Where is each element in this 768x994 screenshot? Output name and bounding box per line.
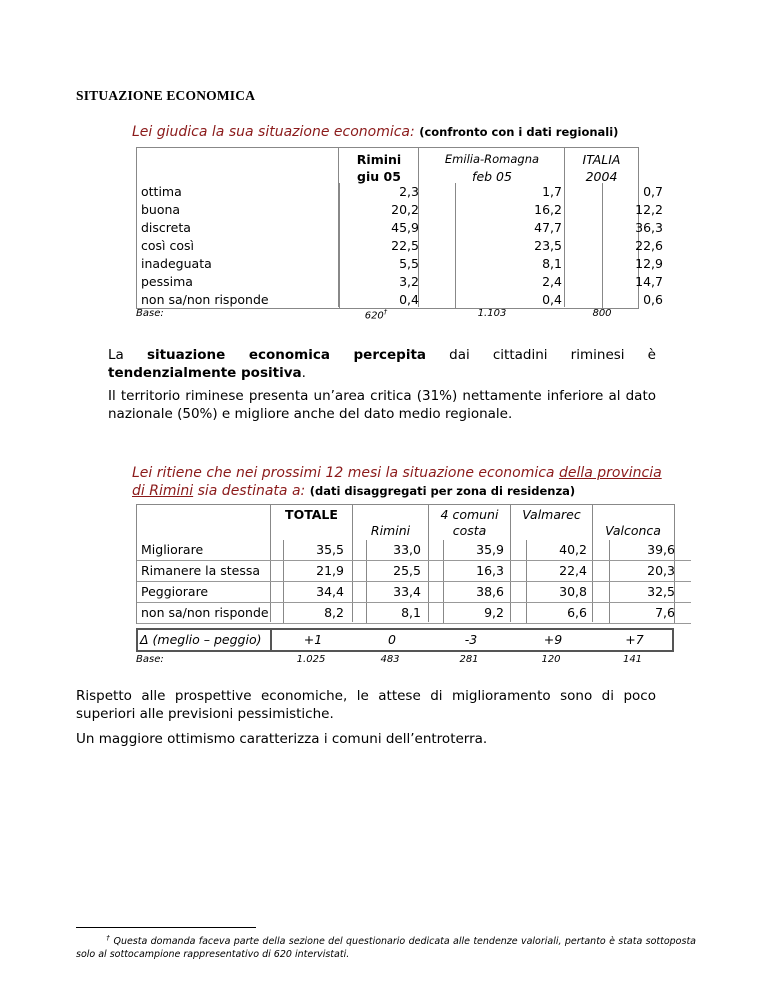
row-value: 16,3 [444,561,527,582]
row-value: 35,9 [444,540,527,561]
value-rimini: 22,5 [340,237,456,255]
table-1-col-header-emilia: Emilia-Romagna feb 05 [444,152,540,184]
row-label: Migliorare [137,540,284,561]
row-value: 39,6 [610,540,692,561]
value-rimini: 0,4 [340,291,456,309]
table-row [137,219,699,237]
value-italia: 12,9 [635,256,663,271]
table-1-base-label: Base: [136,308,164,319]
table-1 [137,183,699,309]
row-label: buona [137,201,340,219]
table-row [137,540,691,561]
row-label: Rimanere la stessa [137,561,284,582]
table-row [137,603,691,624]
table-row [137,237,699,255]
row-label: non sa/non risponde [137,291,340,309]
row-value: 9,2 [444,603,527,624]
value-emilia: 8,1 [456,255,603,273]
delta-value: +1 [303,632,323,647]
base-value: 281 [459,654,479,665]
table-2-col-header-totale: TOTALE [285,507,338,522]
table-1-col-header-rimini: Rimini giu 05 [356,152,402,184]
row-label: non sa/non risponde [137,603,284,624]
row-label: così così [137,237,340,255]
delta-value: -3 [464,632,478,647]
row-label: ottima [137,183,340,201]
footnote: † Questa domanda faceva parte della sezione del questionario dedicata alle tendenze valoriali, pertanto è stata sottoposta solo al sottocampione rappresentativo di 620 intervistati. [76,934,696,961]
delta-row [136,628,674,652]
table-row [137,561,691,582]
row-label: discreta [137,219,340,237]
table-2-col-header-valmarec: Valmarec [522,507,581,522]
table-2-base-label: Base: [136,654,164,665]
table-2-col-header-valconca: Valconca [605,523,661,538]
table-row [137,291,699,309]
question-1-text: Lei giudica la sua situazione economica: [132,124,415,140]
base-value: 141 [622,654,643,665]
row-value: 6,6 [527,603,610,624]
value-italia: 0,6 [643,292,663,307]
value-rimini: 5,5 [340,255,456,273]
table-1-base-italia: 800 [592,308,612,319]
section-title: SITUAZIONE ECONOMICA [76,88,256,103]
paragraph-3: Rispetto alle prospettive economiche, le attese di miglioramento sono di poco superiori alle previsioni pessimistiche. [76,688,656,722]
row-value: 30,8 [527,582,610,603]
table-1-col-header-italia: ITALIA 2004 [582,152,621,184]
table-row [137,183,699,201]
paragraph-2: Il territorio riminese presenta un’area critica (31%) nettamente inferiore al dato nazionale (50%) e migliore anche del dato medio regionale. [108,388,656,422]
question-1 [132,124,618,140]
delta-value: +9 [543,632,563,647]
value-italia: 12,2 [635,202,663,217]
table-1-base-emilia: 1.103 [477,308,507,319]
value-emilia: 23,5 [456,237,603,255]
value-emilia: 1,7 [456,183,603,201]
value-rimini: 45,9 [340,219,456,237]
row-value: 38,6 [444,582,527,603]
table-row [137,273,699,291]
value-italia: 22,6 [635,238,663,253]
row-value: 35,5 [284,540,367,561]
table-row [137,582,691,603]
row-label: inadeguata [137,255,340,273]
value-rimini: 3,2 [340,273,456,291]
row-value: 7,6 [610,603,692,624]
row-value: 21,9 [284,561,367,582]
table-2 [137,540,691,624]
row-value: 8,2 [284,603,367,624]
value-emilia: 2,4 [456,273,603,291]
row-value: 25,5 [367,561,444,582]
value-emilia: 16,2 [456,201,603,219]
value-rimini: 20,2 [340,201,456,219]
paragraph-1: La situazione economica percepita dai cittadini riminesi è tendenzialmente positiva. [108,347,656,381]
value-italia: 14,7 [635,274,663,289]
question-1-note: (confronto con i dati regionali) [419,125,619,139]
base-value: 483 [380,654,400,665]
base-value: 1.025 [296,654,326,665]
row-label: Peggiorare [137,582,284,603]
table-row [137,255,699,273]
value-emilia: 47,7 [456,219,603,237]
row-value: 20,3 [610,561,692,582]
footnote-separator [76,927,256,928]
row-value: 32,5 [610,582,692,603]
delta-label: Δ (meglio – peggio) [140,632,262,647]
delta-value: +7 [625,632,644,647]
value-italia: 36,3 [635,220,663,235]
row-value: 8,1 [367,603,444,624]
value-italia: 0,7 [643,184,663,199]
table-row [137,201,699,219]
paragraph-4: Un maggiore ottimismo caratterizza i comuni dell’entroterra. [76,731,488,747]
row-value: 34,4 [284,582,367,603]
value-rimini: 2,3 [340,183,456,201]
table-1-base-rimini: 620† [364,308,388,322]
base-value: 120 [541,654,561,665]
row-label: pessima [137,273,340,291]
delta-value: 0 [388,632,396,647]
row-value: 22,4 [527,561,610,582]
question-2: Lei ritiene che nei prossimi 12 mesi la situazione economica della provincia di Rimini sia destinata a: (dati disaggregati per zona di residenza) [132,465,662,499]
table-2-col-header-rimini: Rimini [370,523,411,538]
row-value: 33,4 [367,582,444,603]
value-emilia: 0,4 [456,291,603,309]
row-value: 33,0 [367,540,444,561]
row-value: 40,2 [527,540,610,561]
table-2-col-header-costa: 4 comuni costa [440,507,499,538]
